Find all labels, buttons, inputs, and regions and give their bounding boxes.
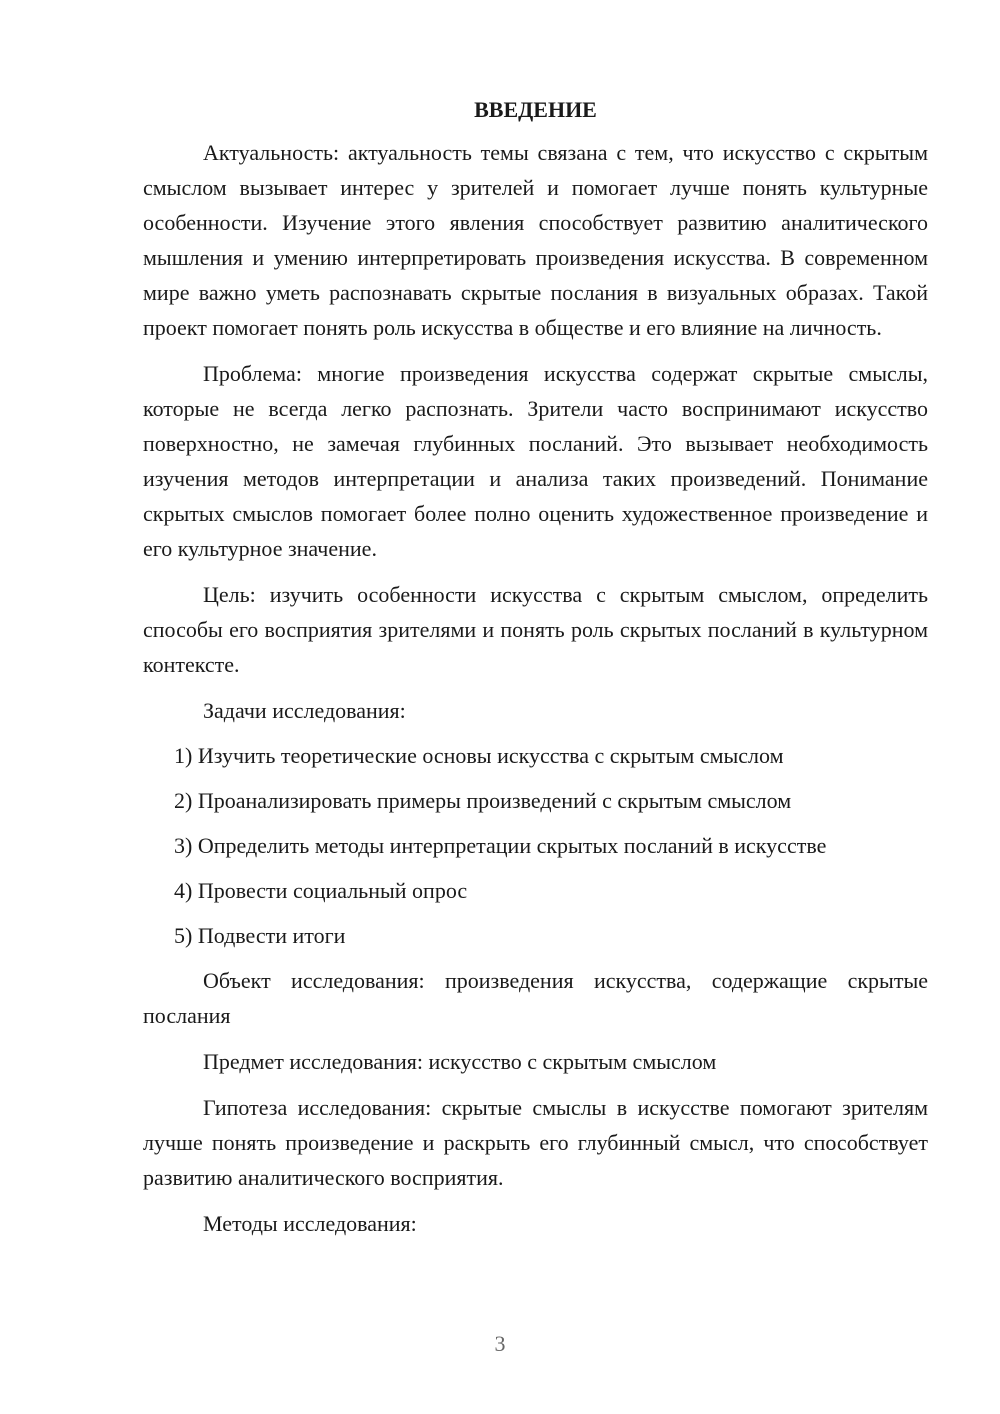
tasks-heading: Задачи исследования: bbox=[203, 698, 406, 723]
list-item: 2) Проанализировать примеры произведений с скрытым смыслом bbox=[174, 788, 792, 813]
problem-paragraph: Проблема: многие произведения искусства содержат скрытые смыслы, которые не всегда легко распознать. Зрители часто воспринимают искусство поверхностно, не замечая глубинных посланий. Это вызывает необходимость изучения методов интерпретации и анализа таких произведений. Понимание скрытых смыслов помогает более полно оценить художественное произведение и его культурное значение. bbox=[143, 361, 928, 561]
page-number: 3 bbox=[494, 1331, 506, 1356]
list-item: 3) Определить методы интерпретации скрытых посланий в искусстве bbox=[174, 833, 827, 858]
object-paragraph: Объект исследования: произведения искусства, содержащие скрытые послания bbox=[143, 968, 928, 1028]
methods-heading: Методы исследования: bbox=[203, 1211, 417, 1236]
relevance-paragraph: Актуальность: актуальность темы связана с тем, что искусство с скрытым смыслом вызывает интерес у зрителей и помогает лучше понять культурные особенности. Изучение этого явления способствует развитию аналитического мышления и умению интерпретировать произведения искусства. В современном мире важно уметь распознавать скрытые послания в визуальных образах. Такой проект помогает понять роль искусства в обществе и его влияние на личность. bbox=[143, 140, 928, 340]
hypothesis-paragraph: Гипотеза исследования: скрытые смыслы в искусстве помогают зрителям лучше понять произведение и раскрыть его глубинный смысл, что способствует развитию аналитического восприятия. bbox=[143, 1095, 928, 1190]
tasks-list bbox=[143, 738, 928, 953]
list-item: 5) Подвести итоги bbox=[174, 923, 346, 948]
list-item: 1) Изучить теоретические основы искусства с скрытым смыслом bbox=[174, 743, 784, 768]
section-title: ВВЕДЕНИЕ bbox=[474, 97, 597, 122]
subject-paragraph: Предмет исследования: искусство с скрытым смыслом bbox=[203, 1049, 717, 1074]
document-page bbox=[143, 92, 928, 1252]
list-item: 4) Провести социальный опрос bbox=[174, 878, 468, 903]
goal-paragraph: Цель: изучить особенности искусства с скрытым смыслом, определить способы его восприятия зрителями и понять роль скрытых посланий в культурном контексте. bbox=[143, 582, 928, 677]
